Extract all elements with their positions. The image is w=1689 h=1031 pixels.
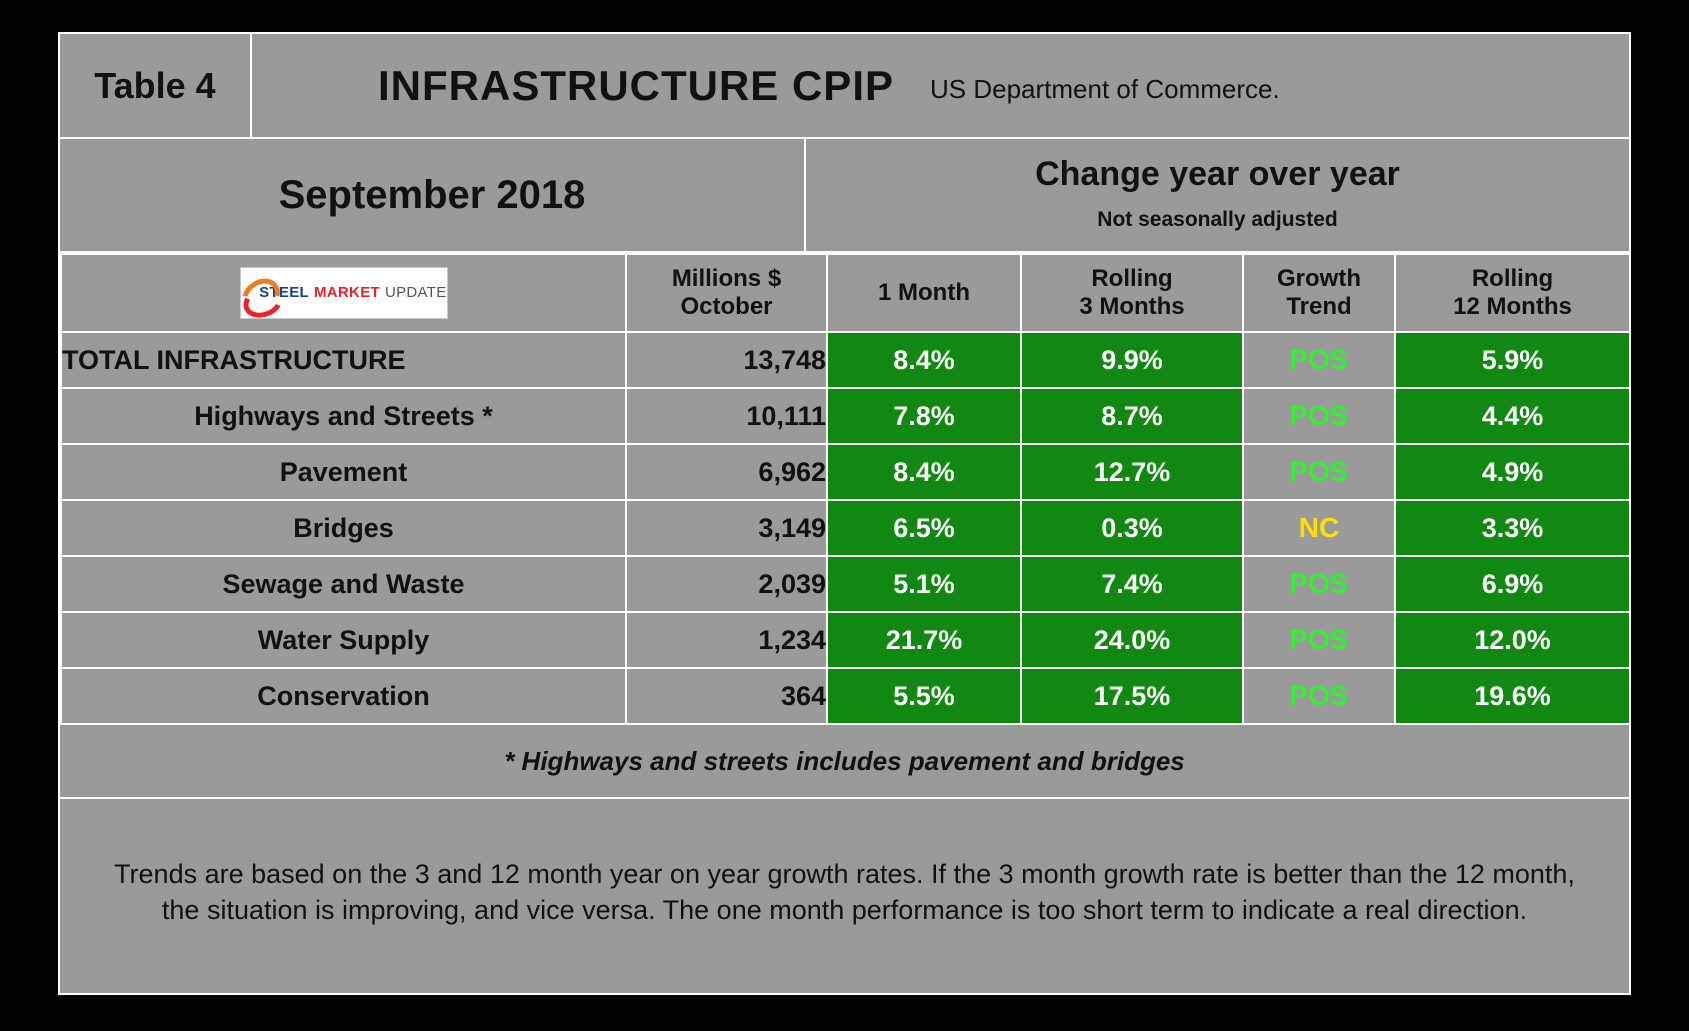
row-rolling-3: 24.0% [1021, 612, 1243, 668]
status-badge: POS [1289, 344, 1349, 375]
column-header-rolling-3 [1021, 254, 1243, 332]
millions-line2: October [680, 293, 773, 320]
row-millions: 10,111 [626, 388, 827, 444]
row-one-month: 8.4% [827, 332, 1021, 388]
row-one-month: 8.4% [827, 444, 1021, 500]
row-rolling-3: 9.9% [1021, 332, 1243, 388]
rolling12-line2: 12 Months [1453, 293, 1572, 320]
logo-word-update: UPDATE [384, 284, 447, 302]
row-one-month: 5.1% [827, 556, 1021, 612]
row-one-month: 21.7% [827, 612, 1021, 668]
status-badge: POS [1289, 624, 1349, 655]
status-badge: NC [1298, 512, 1340, 543]
row-one-month: 6.5% [827, 500, 1021, 556]
change-subtitle: Not seasonally adjusted [1097, 207, 1338, 231]
table-header-row [61, 254, 1630, 332]
row-growth-trend [1243, 332, 1395, 388]
row-rolling-12: 4.9% [1395, 444, 1630, 500]
status-badge: POS [1289, 456, 1349, 487]
row-label: Pavement [61, 444, 626, 500]
table-row [61, 500, 1630, 556]
explanatory-note: Trends are based on the 3 and 12 month year on year growth rates. If the 3 month growth rate is better than the 12 month, the situation is improving, and vice versa. The one month performance is too short term to indicate a real direction. [114, 859, 1575, 925]
row-growth-trend [1243, 612, 1395, 668]
row-millions: 2,039 [626, 556, 827, 612]
row-label: Highways and Streets * [61, 388, 626, 444]
swoosh-icon [241, 278, 255, 308]
change-cell [806, 139, 1629, 251]
footnote: * Highways and streets includes pavement and bridges [60, 725, 1629, 799]
status-badge: POS [1289, 568, 1349, 599]
row-rolling-3: 8.7% [1021, 388, 1243, 444]
row-rolling-12: 4.4% [1395, 388, 1630, 444]
table-row [61, 388, 1630, 444]
table-number: Table 4 [60, 34, 252, 137]
infrastructure-table [60, 253, 1631, 725]
row-rolling-3: 0.3% [1021, 500, 1243, 556]
row-growth-trend [1243, 668, 1395, 724]
rolling12-line1: Rolling [1471, 265, 1554, 293]
sub-header [60, 139, 1629, 253]
row-label: TOTAL INFRASTRUCTURE [61, 332, 626, 388]
status-badge: POS [1289, 680, 1349, 711]
row-growth-trend [1243, 556, 1395, 612]
row-rolling-12: 3.3% [1395, 500, 1630, 556]
millions-line1: Millions $ [671, 265, 782, 293]
table-row [61, 556, 1630, 612]
column-header-one-month: 1 Month [827, 254, 1021, 332]
rolling3-line1: Rolling [1091, 265, 1173, 293]
title-area [252, 34, 1629, 137]
row-rolling-12: 5.9% [1395, 332, 1630, 388]
row-millions: 1,234 [626, 612, 827, 668]
row-rolling-12: 6.9% [1395, 556, 1630, 612]
row-rolling-3: 12.7% [1021, 444, 1243, 500]
steel-market-update-logo [240, 267, 448, 319]
growth-line2: Trend [1286, 293, 1352, 320]
logo-cell [61, 254, 626, 332]
row-label: Bridges [61, 500, 626, 556]
row-millions: 3,149 [626, 500, 827, 556]
logo-word-steel: STEEL [259, 284, 309, 302]
row-one-month: 7.8% [827, 388, 1021, 444]
column-header-growth-trend [1243, 254, 1395, 332]
row-label: Conservation [61, 668, 626, 724]
row-label: Sewage and Waste [61, 556, 626, 612]
source-label: US Department of Commerce. [930, 74, 1280, 104]
status-badge: POS [1289, 400, 1349, 431]
row-growth-trend [1243, 444, 1395, 500]
growth-line1: Growth [1277, 265, 1361, 293]
row-growth-trend [1243, 500, 1395, 556]
row-millions: 6,962 [626, 444, 827, 500]
table-row [61, 332, 1630, 388]
row-millions: 364 [626, 668, 827, 724]
row-rolling-12: 19.6% [1395, 668, 1630, 724]
table-row [61, 444, 1630, 500]
rolling3-line2: 3 Months [1079, 293, 1185, 320]
table-header [60, 34, 1629, 139]
row-growth-trend [1243, 388, 1395, 444]
change-title: Change year over year [1035, 154, 1400, 193]
row-one-month: 5.5% [827, 668, 1021, 724]
logo-word-market: MARKET [314, 284, 380, 302]
period-label: September 2018 [278, 172, 586, 217]
table-row [61, 612, 1630, 668]
column-header-rolling-12 [1395, 254, 1630, 332]
row-rolling-3: 17.5% [1021, 668, 1243, 724]
row-rolling-12: 12.0% [1395, 612, 1630, 668]
table-panel [58, 32, 1631, 995]
row-millions: 13,748 [626, 332, 827, 388]
period-cell [60, 139, 806, 251]
row-rolling-3: 7.4% [1021, 556, 1243, 612]
column-header-millions [626, 254, 827, 332]
page-title: INFRASTRUCTURE CPIP [378, 61, 895, 109]
table-row [61, 668, 1630, 724]
row-label: Water Supply [61, 612, 626, 668]
